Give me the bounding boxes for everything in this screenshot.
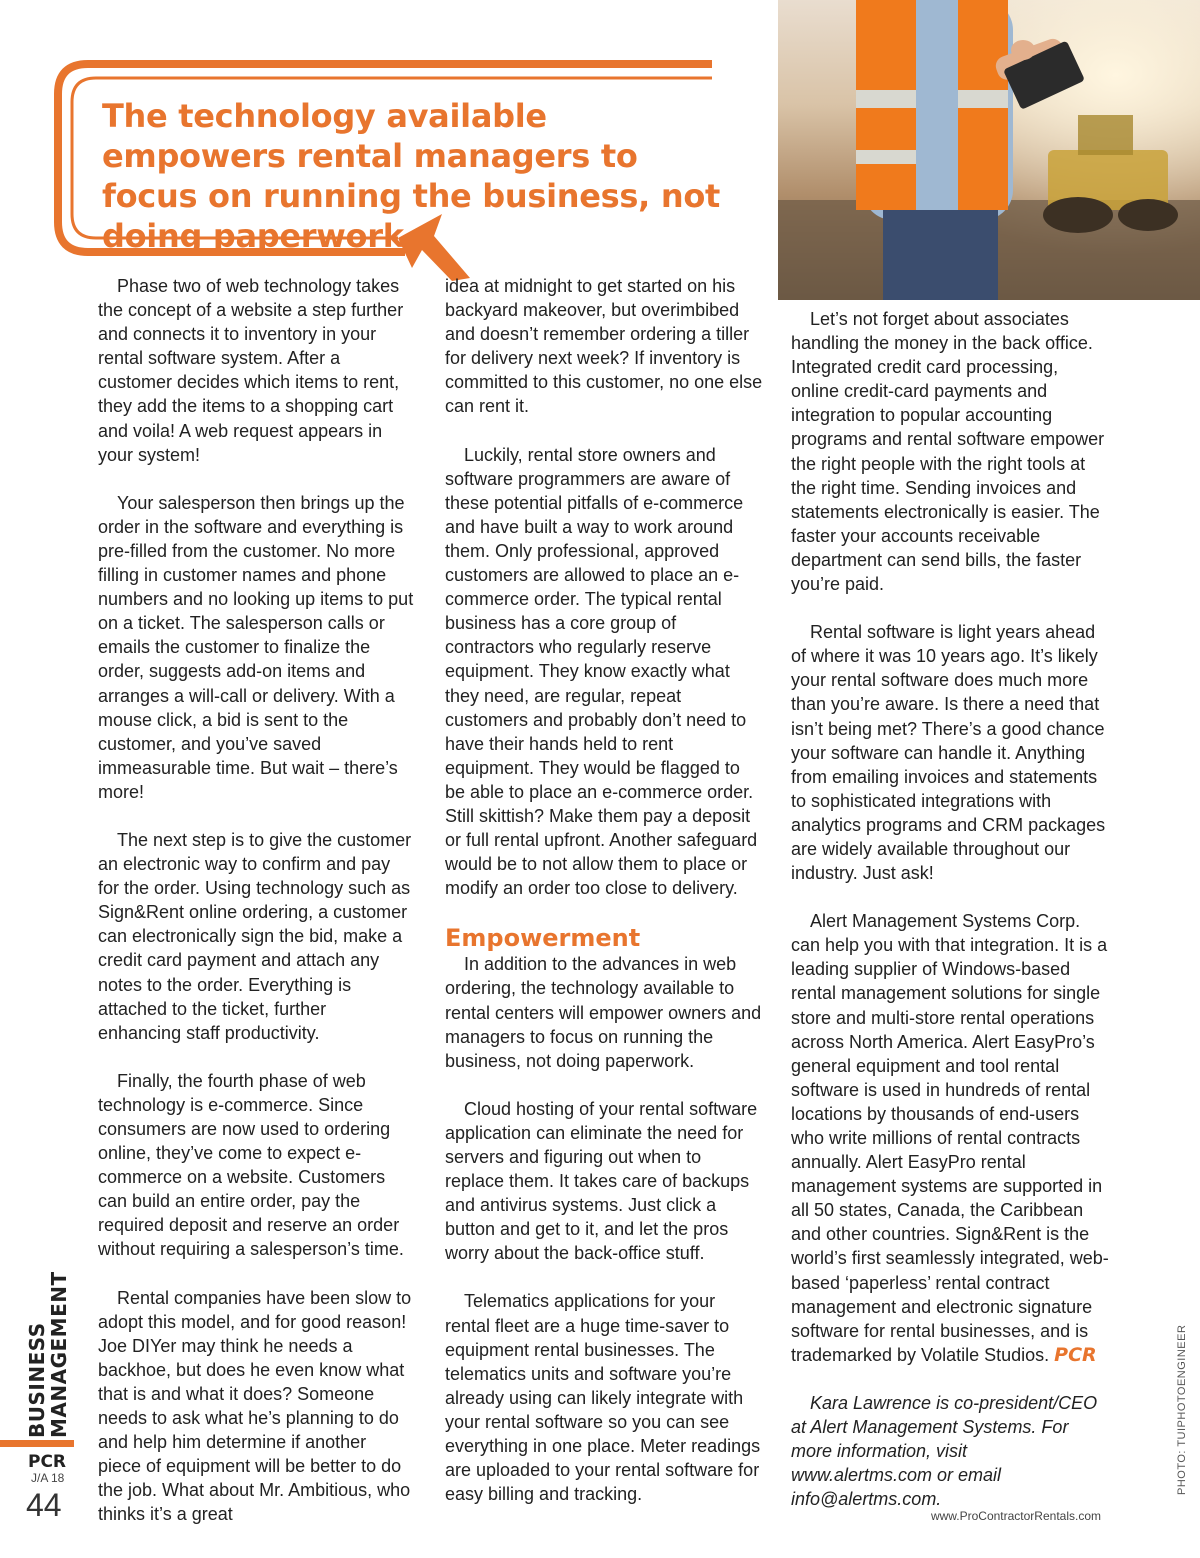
article-column-3 (791, 307, 1111, 1535)
section-heading: Empowerment (445, 924, 641, 953)
construction-worker-photo (778, 0, 1200, 300)
paragraph: Your salesperson then brings up the order in the software and everything is pre-filled from the customer. No more filling in customer names and phone numbers and no looking up items to put on a ticket. The salesperson calls or emails the customer to finalize the order, suggests add-on items and arranges a will-call or delivery. With a mouse click, a bid is sent to the customer, and you’ve saved immeasurable time. But wait – there’s more! (98, 492, 414, 802)
author-bio: Kara Lawrence is co-president/CEO at Alert Management Systems. For more information, visit www.alertms.com or email info@alertms.com. (791, 1392, 1098, 1510)
paragraph: Finally, the fourth phase of web technology is e-commerce. Since consumers are now used to ordering online, they’ve come to expect e-commerce on a website. Customers can build an entire order, pay the required deposit and reserve an order without requiring a salesperson’s time. (98, 1070, 404, 1260)
paragraph-text: Alert Management Systems Corp. can help you with that integration. It is a leading supplier of Windows-based rental management solutions for single store and multi-store rental operations across North America. Alert EasyPro’s general equipment and tool rental software is used in hundreds of rental locations by thousands of end-users who write millions of rental contracts annually. Alert EasyPro rental management systems are supported in all 50 states, Canada, the Caribbean and other countries. Sign&Rent is the world’s first seamlessly integrated, web-based ‘paperless’ rental contract management and electronic signature software for rental businesses, and is trademarked by Volatile Studios. (791, 911, 1109, 1365)
photo-credit: PHOTO: TUIPHOTOENGINEER (1176, 1324, 1188, 1495)
paragraph: idea at midnight to get started on his backyard makeover, but overimbibed and doesn’t remember ordering a tiller for delivery next week? If inventory is committed to this customer, no one else can rent it. (445, 276, 763, 417)
pull-quote: The technology available empowers rental managers to focus on running the business, not doing paperwork (102, 97, 721, 255)
paragraph: Rental software is light years ahead of where it was 10 years ago. It’s likely your rental software does much more than you’re aware. Is there a need that isn’t being met? There’s a good chance your software can handle it. Anything from emailing invoices and statements to sophisticated integrations with analytics programs and CRM packages are widely available throughout our industry. Just ask! (791, 622, 1106, 884)
magazine-name: PCR (28, 1452, 67, 1472)
photo-illustration (778, 0, 1200, 300)
paragraph: Let’s not forget about associates handling the money in the back office. Integrated credit card processing, online credit-card payments and integration to popular accounting programs and rental software empower the right people with the right tools at the right time. Sending invoices and statements electronically is easier. The faster your accounts receivable department can send bills, the faster you’re paid. (791, 309, 1105, 595)
paragraph: Phase two of web technology takes the concept of a website a step further and connects it to inventory in your rental software system. After a customer decides which items to rent, they add the items to a shopping cart and voila! A web request appears in your system! (98, 276, 404, 465)
section-label (26, 1238, 76, 1438)
page-number: 44 (26, 1487, 62, 1523)
paragraph: Telematics applications for your rental fleet are a huge time-saver to equipment rental businesses. The telematics units and software you’re already using can likely integrate with your rental software so you can see everything in one place. Meter readings are uploaded to your rental software for easy billing and tracking. (445, 1291, 761, 1505)
end-mark-logo: PCR (1054, 1343, 1097, 1366)
section-label-line1: BUSINESS (25, 1322, 49, 1438)
paragraph: Rental companies have been slow to adopt this model, and for good reason! Joe DIYer may think he needs a backhoe, but does he even know what that is and what it does? Someone needs to ask what he’s planning to do and help him determine if another piece of equipment will be better to do the job. What about Mr. Ambitious, who thinks it’s a great (98, 1287, 412, 1525)
paragraph: Luckily, rental store owners and software programmers are aware of these potential pitfalls of e-commerce and have built a way to work around them. Only professional, approved customers are allowed to place an e-commerce order. The typical rental business has a core group of contractors who regularly reserve equipment. They know exactly what they need, are regular, repeat customers and probably don’t need to have their hands held to rent equipment. They would be flagged to be able to place an e-commerce order. Still skittish? Make them pay a deposit or full rental upfront. Another safeguard would be to not allow them to place or modify an order too close to delivery. (445, 444, 758, 899)
accent-bar (0, 1440, 74, 1447)
paragraph: The next step is to give the customer an electronic way to confirm and pay for the order. Using technology such as Sign&Rent online ordering, a customer can electronically sign the bid, make a credit card payment and attach any notes to the order. Everything is attached to the ticket, further enhancing staff productivity. (98, 829, 412, 1043)
issue-date: J/A 18 (31, 1471, 65, 1485)
paragraph-last (791, 909, 1111, 1367)
paragraph: Cloud hosting of your rental software application can eliminate the need for servers and figuring out when to replace them. It takes care of backups and antivirus systems. Just click a button and get to it, and let the pros worry about the back-office stuff. (445, 1098, 758, 1264)
article-column-1 (98, 274, 414, 1551)
paragraph: In addition to the advances in web ordering, the technology available to rental centers will empower owners and managers to focus on running the business, not doing paperwork. (445, 954, 762, 1071)
section-label-line2: MANAGEMENT (47, 1271, 71, 1438)
article-column-2 (445, 274, 763, 1530)
footer-url: www.ProContractorRentals.com (930, 1509, 1101, 1523)
